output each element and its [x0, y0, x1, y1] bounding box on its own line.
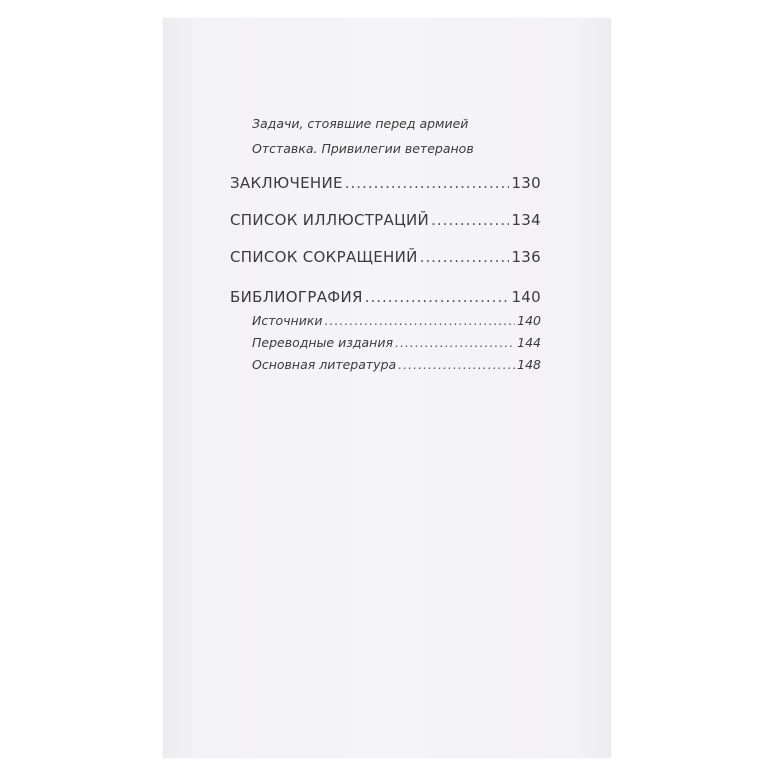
toc-entry-label: Источники [252, 313, 323, 328]
dot-leader [345, 174, 510, 192]
toc-entry-label: Переводные издания [252, 335, 393, 350]
toc-page-number: 134 [511, 211, 541, 229]
toc-entry-conclusion [230, 174, 541, 192]
toc-page-number: 130 [511, 174, 541, 192]
toc-sub-heading: Отставка. Привилегии ветеранов [252, 141, 474, 156]
toc-page-number: 140 [511, 288, 541, 306]
toc-entry-sources [252, 313, 541, 328]
toc-page-number: 140 [517, 313, 541, 328]
toc-entry-label: СПИСОК СОКРАЩЕНИЙ [230, 248, 418, 266]
toc-page-number: 136 [511, 248, 541, 266]
toc-entry-bibliography [230, 288, 541, 306]
toc-entry-abbreviations [230, 248, 541, 266]
dot-leader [395, 335, 515, 350]
dot-leader [325, 313, 516, 328]
dot-leader [431, 211, 509, 229]
toc-entry-translated-editions [252, 335, 541, 350]
dot-leader [420, 248, 510, 266]
toc-page-number: 148 [517, 357, 541, 372]
toc-sub-heading: Задачи, стоявшие перед армией [252, 116, 469, 131]
toc-entry-label: БИБЛИОГРАФИЯ [230, 288, 363, 306]
toc-entry-main-literature [252, 357, 541, 372]
toc-page-number: 144 [517, 335, 541, 350]
dot-leader [365, 288, 510, 306]
toc-entry-label: Основная литература [252, 357, 397, 372]
toc-entry-label: СПИСОК ИЛЛЮСТРАЦИЙ [230, 211, 430, 229]
toc-entry-illustrations [230, 211, 541, 229]
dot-leader [398, 357, 515, 372]
toc-entry-label: ЗАКЛЮЧЕНИЕ [230, 174, 343, 192]
